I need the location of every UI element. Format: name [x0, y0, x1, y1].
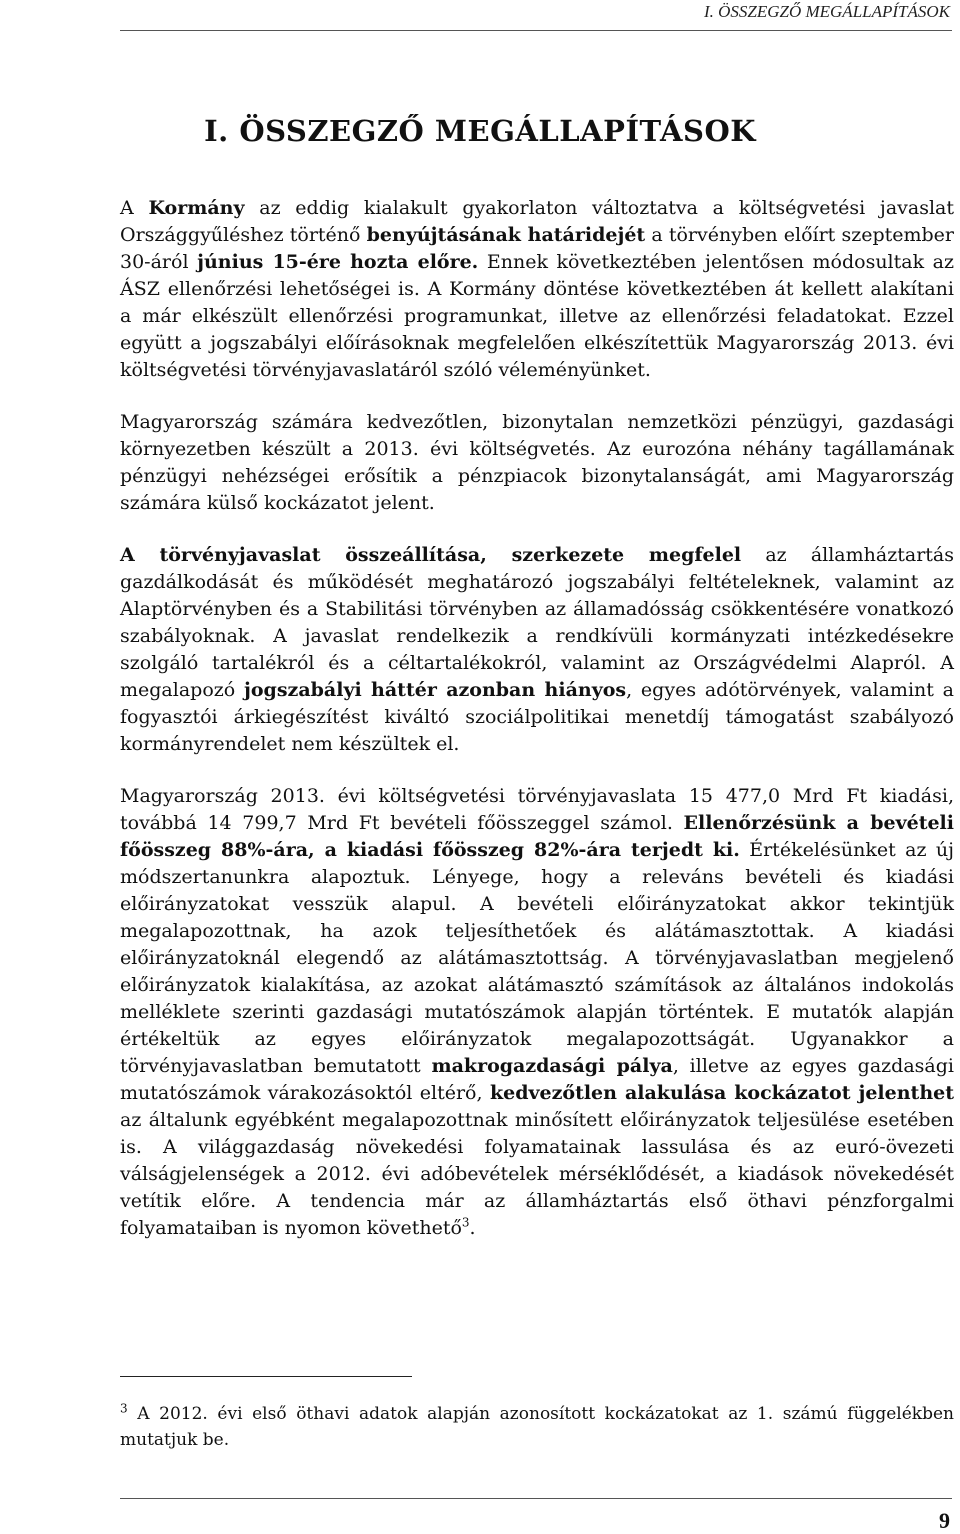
text-run: az általunk egyébként megalapozottnak minősített előirányzatok teljesülése esetében is. A világgazdaság növekedési folyamatainak lassulása és az euró-övezeti válságjelenségek a 2012. évi adóbevételek mérséklődését, a kiadások növekedését vetítik előre. A tendencia már az államháztartás első öthavi pénzforgalmi folyamataiban is nyomon követhető: [120, 1109, 954, 1239]
bold-text: kedvezőtlen alakulása kockázatot jelenthet: [489, 1082, 954, 1104]
page-number: 9: [939, 1508, 950, 1533]
text-run: , egyes adótörvények, valamint a fogyasztói árkiegészítést kiváltó szociálpolitikai menetdíj támogatást szabályozó kormányrendelet nem készültek el.: [120, 679, 954, 755]
text-run: , illetve az egyes gazdasági mutatószámok várakozásoktól eltérő,: [120, 1055, 954, 1104]
bold-text: makrogazdasági pálya: [431, 1055, 673, 1077]
text-run: A: [120, 197, 149, 219]
bold-text: jogszabályi háttér azonban hiányos: [244, 679, 627, 701]
paragraph: [120, 783, 954, 1242]
chapter-title: I. ÖSSZEGZŐ MEGÁLLAPÍTÁSOK: [204, 114, 756, 148]
paragraph: [120, 409, 954, 517]
paragraph: [120, 195, 954, 384]
text-run: a törvényben előírt szeptember 30-áról: [120, 224, 955, 273]
text-run: az eddig kialakult gyakorlaton változtatva a költségvetési javaslat Országgyűléshez történő: [120, 197, 954, 246]
bold-text: Ellenőrzésünk a bevételi főösszeg 88%-ára, a kiadási főösszeg 82%-ára terjedt ki.: [120, 812, 954, 861]
footer-rule: [120, 1498, 952, 1499]
footnote-rule: [120, 1376, 412, 1377]
paragraph: [120, 542, 954, 758]
text-run: Magyarország 2013. évi költségvetési törvényjavaslata 15 477,0 Mrd Ft kiadási, továbbá 14 799,7 Mrd Ft bevételi főösszeggel számol.: [120, 785, 954, 834]
footnote: [120, 1401, 954, 1453]
text-run: az államháztartás gazdálkodását és működését meghatározó jogszabályi feltételeknek, valamint az Alaptörvényben és a Stabilitási törvényben az államadósság csökkentésére vonatkozó szabályoknak. A javaslat rendelkezik a rendkívüli kormányzati intézkedésekre szolgáló tartalékról és a céltartalékokról, valamint az Országvédelmi Alapról. A megalapozó: [120, 544, 954, 701]
bold-text: A törvényjavaslat összeállítása, szerkezete megfelel: [120, 544, 742, 566]
body-text: [120, 195, 954, 1242]
text-run: Magyarország számára kedvezőtlen, bizonytalan nemzetközi pénzügyi, gazdasági környezetben készült a 2013. évi költségvetés. Az eurozóna néhány tagállamának pénzügyi nehézségei erősítik a pénzpiacok bizonytalanságát, ami Magyarország számára külső kockázatot jelent.: [120, 411, 954, 514]
bold-text: június 15-ére hozta előre.: [197, 251, 479, 273]
bold-text: Kormány: [148, 197, 245, 219]
bold-text: benyújtásának határidejét: [366, 224, 646, 246]
footnote-text: A 2012. évi első öthavi adatok alapján azonosított kockázatokat az 1. számú függelékben mutatjuk be.: [120, 1404, 954, 1450]
footnote-reference: 3: [461, 1215, 470, 1230]
header-rule: [120, 30, 952, 31]
footnote-marker: 3: [120, 1401, 128, 1416]
running-header: I. ÖSSZEGZŐ MEGÁLLAPÍTÁSOK: [703, 2, 950, 21]
text-run: Ennek következtében jelentősen módosultak az ÁSZ ellenőrzési lehetőségei is. A Kormány döntése következtében át kellett alakítani a már elkészült ellenőrzési programunkat, illetve az ellenőrzési feladatokat. Ezzel együtt a jogszabályi előírásoknak megfelelően elkészítettük Magyarország 2013. évi költségvetési törvényjavaslatáról szóló véleményünket.: [120, 251, 955, 381]
text-run: .: [469, 1217, 476, 1239]
text-run: Értékelésünket az új módszertanunkra alapoztuk. Lényege, hogy a releváns bevételi és kiadási előirányzatokat vesszük alapul. A bevételi előirányzatokat akkor tekintjük megalapozottnak, ha azok teljesíthetőek és alátámasztottak. A kiadási előirányzatoknál elegendő az alátámasztottság. A törvényjavaslatban megjelenő előirányzatok kialakítása, az azokat alátámasztó számítások az általános indokolás melléklete szerinti gazdasági mutatószámok alapján történtek. E mutatók alapján értékeltük az egyes előirányzatok megalapozottságát. Ugyanakkor a törvényjavaslatban bemutatott: [120, 839, 954, 1077]
